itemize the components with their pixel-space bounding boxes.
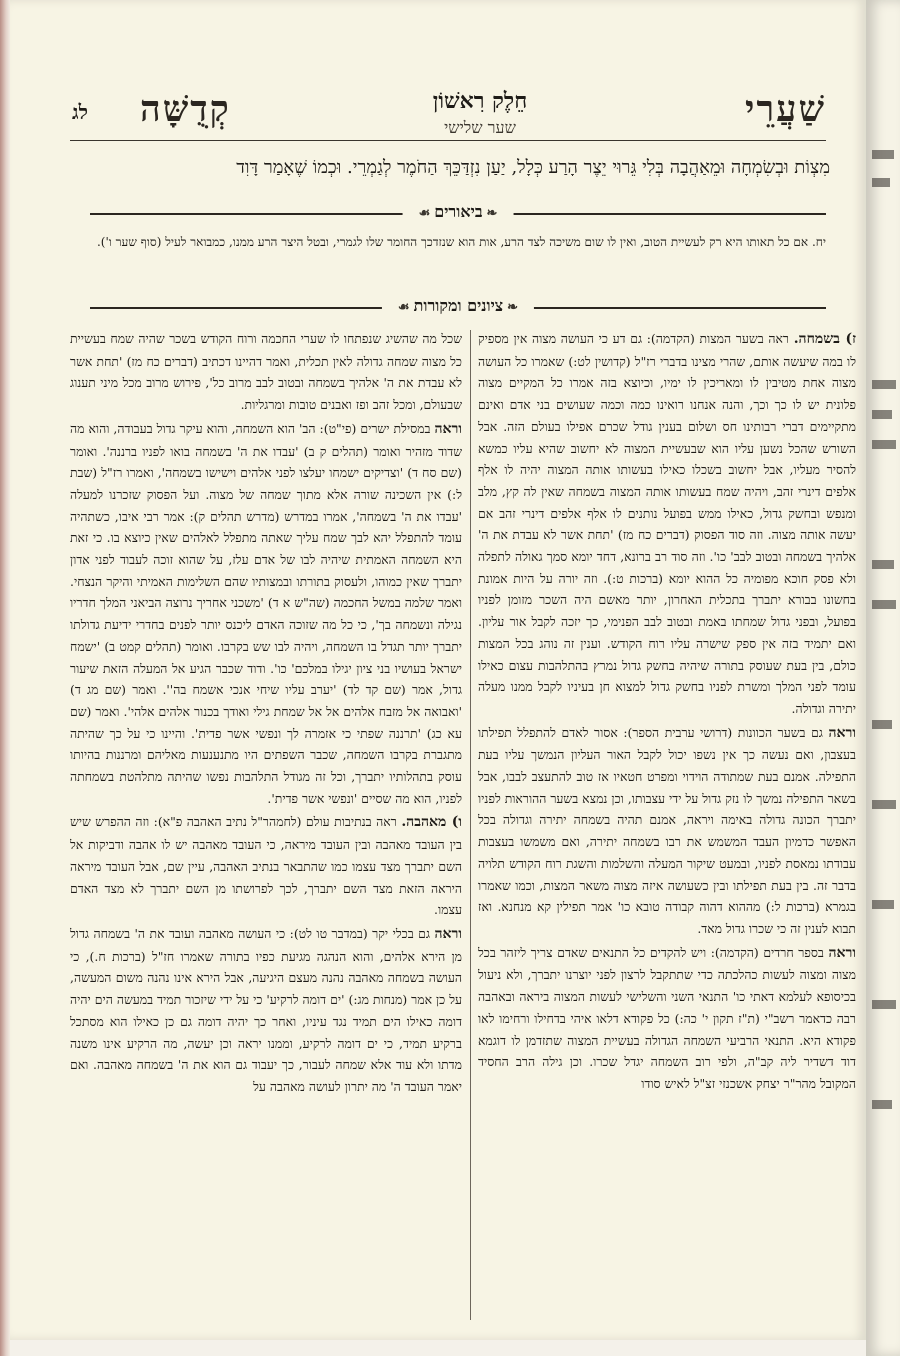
facing-text-fragment [872, 900, 894, 909]
biurim-heading-band [90, 202, 826, 226]
tziyunim-heading-text: ציונים ומקורות [413, 296, 504, 315]
entry-lemma: וראה [828, 944, 856, 961]
facing-page-edge [866, 0, 900, 1356]
entry-text: גם בשער הכוונות (דרושי ערבית הספר): אסור לאדם להתפלל תפילתו בעצבון, ואם נעשה כך אין נשפו יכול לקבל האור העליון הנמשך עליו בעת התפילה. אמנם בעת שמתודה הוידוי ומפרט חטאיו אז טוב להתעצב לבבו, אבל בשאר התפילה נמשך לו נזק גדול על ידי עצבותו, וכן נמצא בשער ההוראות לפניו יתברך הכונה גדולה באימה ויראה, אמנם תהיה בשמחה יתירה וגדולה בכל האפשר כדמיון העבד המשמש את רבו בשמחה יתירה, ואם משמשו בעצבות עבודתו נמאסת לפניו, ובמעט שיקור המעלה והשלמות והשגת רוח הקודש תלויה בדבר זה. בין בעת תפילתו ובין כשעושה איזה מצוה משאר המצות, וכמו שאמרו בגמרא (ברכות ל:) מההוא דהוה קבודה טובא כו' אמר תפילין קא מנחנא. ואז תבוא לענין זה כי שכרו גדול מאד. [478, 724, 856, 936]
column-divider [470, 330, 471, 1320]
main-text-line: מִצְוֹת וּבְשִׂמְחָה וּמֵאַהֲבָה בְּלִי גֵּרוּי יֵצֶר הָרַע כְּלָל, יַעַן נִזְדַּכֵּךְ הַחֹמֶר לְגַמְרֵי. וּכְמוֹ שֶׁאָמַר דָּוִד [236, 157, 830, 178]
source-entry [478, 328, 856, 720]
running-title-shaarei: שַׁעֲרֵי [745, 88, 826, 130]
biurim-text: יח. אם כל תאותו היא רק לעשיית הטוב, ואין לו שום משיכה לצד הרע, אות הוא שנזדכך החומר שלו לגמרי, ובטל היצר הרע ממנו, כמבואר לעיל (סוף שער ו'). [96, 235, 826, 249]
section-title: חֵלֶק רִאשׁוֹן [432, 88, 528, 114]
entry-lemma: וראה [434, 925, 462, 942]
ornament-icon: ❧ [507, 300, 519, 315]
source-entry [70, 811, 462, 921]
facing-text-fragment [872, 410, 892, 419]
sources-column-right [478, 328, 856, 1328]
tziyunim-heading-band [90, 296, 826, 320]
source-entry [70, 328, 462, 416]
facing-text-fragment [872, 178, 890, 187]
facing-text-fragment [872, 150, 894, 159]
entry-text: ראה בנתיבות עולם (לחמהר"ל נתיב האהבה פ"א): וזה ההפרש שיש בין העובד מאהבה ובין העובד מיראה, כי העובד מאהבה יש לו אהבה ודביקות אל השם יתברך מצד עצמו כמו שהתבאר בנתיב האהבה, עיין שם, אבל העובד מיראה היראה הזאת מצד השם יתברך, לכך לפרושתו מן השם יתברך לא מצד האדם עצמו. [70, 814, 462, 918]
entry-lemma: ו) מאהבה. [401, 814, 462, 831]
biurim-heading [403, 202, 514, 222]
facing-text-fragment [872, 1100, 892, 1109]
facing-text-fragment [872, 720, 892, 729]
running-title-kedusha: קְדֻשָּׁה [140, 88, 231, 130]
entry-text: גם בכלי יקר (במדבר טו לט): כי העושה מאהבה ועובד את ה' בשמחה גדול מן הירא אלהים, והוא הנהגה מגיעת כפיו בתורה שאמרו חז"ל (ברכות ח.), כי העושה בשמחה מאהבה נהנה מעצם היגיעה, אבל הירא אינו נהנה משום המעשה, על כן אמר (מנחות מג:) 'ים דומה לרקיע' כי על ידי שיזכור תמיד במעשה הים יהיה דומה כאילו הים תמיד נגד עיניו, ואחר כך יהיה דומה גם כן כאילו הוא מסתכל ברקיע תמיד, כי ים דומה לרקיע, וממנו יראה וכן יעשה, מה הרקיע אינו משנה מדתו ולא עוד אלא שמחה לעבור, כך יעבוד גם הוא את ה' בשמחה מאהבה. ואם יאמר העובד ה' מה יתרון לעושה מאהבה על [70, 925, 462, 1094]
source-entry [70, 923, 462, 1098]
facing-text-fragment [872, 800, 896, 809]
book-page [10, 0, 866, 1340]
facing-text-fragment [872, 440, 896, 449]
header-divider [70, 140, 826, 141]
facing-text-fragment [872, 1000, 896, 1009]
entry-text: ראה בשער המצות (הקדמה): גם דע כי העושה מצוה אין מספיק לו במה שיעשה אותם, שהרי מצינו בדברי רז"ל (קדושין לט:) שאמרו כל העושה מצוה אחת מטיבין לו ומאריכין לו ימיו, וכיוצא בזה אמרו כל המקיים מצוה פלונית יש לו כך וכך, והנה אנחנו רואינו כמה וכמה שעושים בני אדם ואינם מתקיימים דברי רבותינו חס ושלום בענין גודל שכרם אפילו בעולם הזה. אבל השורש שהכל נשען עליו הוא שבעשיית המצוה לא יחשוב שהיא עליו כמשא להסיר מעליו, אבל יחשוב בשכלו כאילו בעשותו אותה המצוה יהיה לו אלף אלפים דינרי זהב, ויהיה שמח בעשותו אותה המצוה בשמחה שאין לה קץ, מלב ומנפש ובחשק גדול, כאילו ממש בפועל נותנים לו אלף אלפים דינרי זהב אם יעשה אותה מצוה. וזה סוד הפסוק (דברים כח מז) 'תחת אשר לא עבדת את ה' אלהיך בשמחה ובטוב לבב' כו'. וזה סוד רב ברונא, דחד יומא סמך גאולה לתפלה ולא פסק חוכא מפומיה כל ההוא יומא (ברכות ט:). וזה יורה על היות אמונת בחשונו בבורא יתברך בתכלית האחרון, יותר מאשם היה השכר מזומן לפניו בפועל, ובפני גדול שמחתו באמת ובטוב לבב הפנימי, כך יזכה לקבל אור עליון. ואם יתמיד בזה אין ספק שישרה עליו רוח הקודש. וענין זה נוהג בכל המצות כולם, בין בעת שעוסק בתורה שיהיה בחשק גדול נמרץ בהתלהבות עצום כאילו עומד לפני המלך ומשרת לפניו בחשק גדול למצוא חן בעיניו לקבל ממנו מעלה יתירה וגדולה. [478, 331, 856, 716]
gate-subtitle: שער שלישי [444, 118, 516, 137]
entry-lemma: וראה [434, 420, 462, 437]
entry-lemma: וראה [828, 724, 856, 741]
biurim-heading-text: ביאורים [434, 202, 483, 221]
facing-text-fragment [872, 380, 896, 389]
source-entry [70, 418, 462, 810]
tziyunim-heading [382, 296, 534, 316]
book-page-edge [0, 0, 10, 1356]
ornament-icon: ☙ [418, 206, 431, 221]
source-entry [478, 722, 856, 940]
ornament-icon: ☙ [397, 300, 410, 315]
entry-text: שכל מה שהשיג שנפתחו לו שערי החכמה ורוח הקודש בשכר שהיה שמח בעשיית כל מצוה שמחה גדולה לאין תכלית, ואמר דהיינו דכתיב (דברים כח מז) 'תחת אשר לא עבדת את ה' אלהיך בשמחה ובטוב לבב מרוב כל', פירוש מרוב מכל מיני תענוג שבעולם, ומכל זהב ופז ואבנים טובות ומרגליות. [70, 331, 462, 413]
page-number: לג [72, 100, 88, 124]
entry-text: בספר חרדים (הקדמה): ויש להקדים כל התנאים שאדם צריך ליזהר בכל מצוה ומצוה לעשות כהלכתה כדי שתתקבל לרצון לפני יוצרנו יתברך, ולא ניעול בכיסופא לעלמא דאתי כו' התנאי השני והשלישי לעשות המצוה ביראה ובאהבה רבה כדאמר רשב"י (ת"ז תקון י' כה:) כל פקודא דלאו איהי בדחילו ורחימו לאו פקודא היא. התנאי הרביעי השמחה הגדולה בעשיית המצוה שתזדמן לו דוגמא דוד דשדיר ליה קב"ה, ולפי רוב השמחה יגדל שכרו. וכן גילה הרב החסיד המקובל מהר"ר יצחק אשכנזי זצ"ל לאיש סודו [478, 944, 856, 1091]
source-entry [478, 942, 856, 1095]
facing-text-fragment [872, 600, 896, 609]
sources-column-left [70, 328, 462, 1328]
entry-lemma: ז) בשמחה. [793, 331, 856, 347]
facing-text-fragment [872, 560, 894, 569]
entry-text: במסילת ישרים (פי"ט): הב' הוא השמחה, והוא עיקר גדול בעבודה, והוא מה שדוד מזהיר ואומר (תהלים ק ב) 'עבדו את ה' בשמחה בואו לפניו ברננה'. ואומר (שם סח ד) 'וצדיקים ישמחו יעלצו לפני אלהים וישישו בשמחה', ואמרו רז"ל (שבת ל:) אין השכינה שורה אלא מתוך שמחה של מצוה. ועל הפסוק שזכרנו למעלה 'עבדו את ה' בשמחה', אמרו במדרש (מדרש תהלים ק): אמר רבי איבו, כשתהיה עומד להתפלל יהא לבך שמח עליך שאתה מתפלל לאלהים שאין כיוצא בו. כי זאת היא השמחה האמתית שיהיה לבו של אדם עלז, על שהוא זוכה לעבוד לפני אדון יתברך שאין כמוהו, ולעסוק בתורתו ובמצותיו שהם השלימות האמיתי והיקר הנצחי. ואמר שלמה במשל החכמה (שה"ש א ד) 'משכני אחריך נרוצה הביאני המלך חדריו נגילה ונשמחה בך', כי כל מה שזוכה האדם ליכנס יותר לפנים בחדרי ידיעת גדולתו יתברך יותר תגדל בו השמחה, ויהיה לבו שש בקרבו. ואומר (תהלים קמט ב) 'ישמח ישראל בעושיו בני ציון יגילו במלכם' כו'. ודוד שכבר הגיע אל המעלה הזאת שיעור גדול, אמר (שם קד לד) 'יערב עליו שיחי אנכי אשמח בה''. ואמר (שם מג ד) 'ואבואה אל מזבח אלהים אל אל שמחת גילי ואודך בכנור אלהים אלהי'. ואמר (שם עא כג) 'תרננה שפתי כי אזמרה לך ונפשי אשר פדית'. והיינו כי על כך שהיתה מתגברת בקרבו השמחה, שכבר השפתים היו מתנענעות מאליהם ומרננות בהיותו עוסק בתהלותיו יתברך, וכל זה מגודל התלהבות נפשו שהיתה מתלהטת בשמחתה לפניו, הוא מה שסיים 'ונפשי אשר פדית'. [70, 420, 462, 806]
ornament-icon: ❧ [486, 206, 498, 221]
